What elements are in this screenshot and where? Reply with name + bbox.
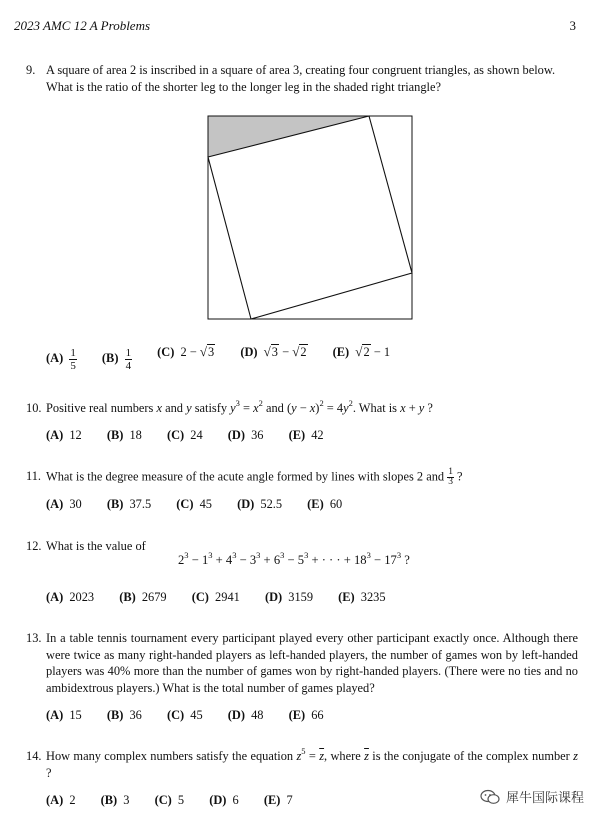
fraction: $\frac{1}{3}$ — [448, 467, 453, 487]
choice-b[interactable]: (B) 36 — [106, 708, 142, 722]
problem-number: 12. — [26, 539, 42, 553]
choice-e[interactable]: (E) 42 — [288, 428, 324, 442]
problem-number: 14. — [26, 749, 42, 763]
choice-e[interactable]: (E) 7 — [263, 793, 293, 807]
wechat-icon — [480, 789, 500, 805]
sqrt: √3 — [263, 344, 278, 360]
problem-text: In a table tennis tournament every participant played every other participant exactly once. Although there were twice as many right-handed players as left-handed players, the number of games won by left-handed players was 40% more than the number of games won by right-handed players. (There were no ties and no ambidextrous players.) What is the total number of games played? — [46, 631, 578, 695]
choices-problem-9 — [46, 344, 412, 372]
choice-c[interactable]: (C) 2941 — [191, 590, 240, 604]
problem-number: 11. — [26, 469, 42, 483]
problem-text-line: What is the ratio of the shorter leg to the longer leg in the shaded right triangle? — [46, 79, 441, 94]
inscribed-squares-figure — [207, 115, 413, 320]
choice-b[interactable]: (B) 2679 — [119, 590, 167, 604]
problem-number: 13. — [26, 631, 42, 645]
choice-c[interactable]: (C) 2 − √3 — [157, 344, 215, 360]
choice-a[interactable]: (A) $\frac{1}{5}$ — [46, 347, 76, 372]
sqrt: √2 — [355, 344, 370, 360]
choice-e[interactable]: (E) 60 — [307, 497, 343, 511]
watermark — [480, 787, 584, 806]
sum-expression: $2^3 - 1^3 + 4^3 - 3^3 + 6^3 - 5^3$ + · · · + $18^3 - 17^3$ ? — [178, 549, 410, 567]
choice-d[interactable]: (D) √3 − √2 — [240, 344, 307, 360]
problem-number: 9. — [26, 63, 36, 77]
problem-14 — [26, 745, 578, 781]
header-page-number: 3 — [569, 18, 576, 33]
problem-text: Positive real numbers x and y satisfy $y^3 = x^2$ and $(y - x)^2 = 4y^2$. What is x + y ? — [46, 397, 433, 415]
problem-number: 10. — [26, 401, 42, 415]
header-title: 2023 AMC 12 A Problems — [14, 18, 151, 33]
problem-text: What is the degree measure of the acute angle formed by lines with slopes 2 and $\frac{1}{3}$ ? — [46, 467, 463, 487]
sqrt: √2 — [292, 344, 307, 360]
choice-b[interactable]: (B) 3 — [100, 793, 130, 807]
fraction: $\frac{1}{5}$ — [70, 347, 76, 372]
choice-d[interactable]: (D) 36 — [227, 428, 264, 442]
choice-b[interactable]: (B) 37.5 — [106, 497, 152, 511]
problem-text: What is the value of — [46, 539, 146, 553]
choice-b[interactable]: (B) $\frac{1}{4}$ — [101, 347, 132, 372]
choice-b[interactable]: (B) 18 — [106, 428, 142, 442]
choices-problem-11 — [46, 497, 364, 512]
fraction: $\frac{1}{4}$ — [125, 347, 132, 372]
choice-d[interactable]: (D) 52.5 — [237, 497, 283, 511]
choice-c[interactable]: (C) 45 — [166, 708, 203, 722]
problem-text: How many complex numbers satisfy the equation $z^5 = \overline{z}$, where $\overline{z}$ is the conjugate of the complex number z ? — [46, 745, 578, 780]
choices-problem-13 — [46, 708, 346, 723]
choice-a[interactable]: (A) 2023 — [46, 590, 95, 604]
choices-problem-10 — [46, 428, 346, 443]
choices-problem-14 — [46, 793, 315, 808]
choice-d[interactable]: (D) 48 — [227, 708, 264, 722]
choice-e[interactable]: (E) 66 — [288, 708, 324, 722]
choice-c[interactable]: (C) 45 — [176, 497, 212, 511]
problem-text-line: A square of area 2 is inscribed in a square of area 3, creating four congruent triangles, as shown below. — [46, 63, 556, 77]
choice-e[interactable]: (E) 3235 — [338, 590, 386, 604]
problem-9 — [26, 62, 578, 95]
sqrt: √3 — [199, 344, 215, 360]
problem-10 — [26, 397, 578, 417]
choices-problem-12 — [46, 590, 408, 605]
problem-text — [46, 62, 578, 95]
choice-d[interactable]: (D) 6 — [209, 793, 239, 807]
choice-e[interactable]: (E) √2 − 1 — [332, 344, 391, 360]
choice-a[interactable]: (A) 30 — [46, 497, 82, 511]
choice-a[interactable]: (A) 2 — [46, 793, 76, 807]
problem-13 — [26, 630, 578, 696]
choice-a[interactable]: (A) 15 — [46, 708, 82, 722]
choice-d[interactable]: (D) 3159 — [264, 590, 314, 604]
choice-a[interactable]: (A) 12 — [46, 428, 82, 442]
watermark-text: 犀牛国际课程 — [505, 791, 584, 806]
choice-c[interactable]: (C) 5 — [154, 793, 185, 807]
problem-11 — [26, 468, 578, 487]
choice-c[interactable]: (C) 24 — [166, 428, 203, 442]
